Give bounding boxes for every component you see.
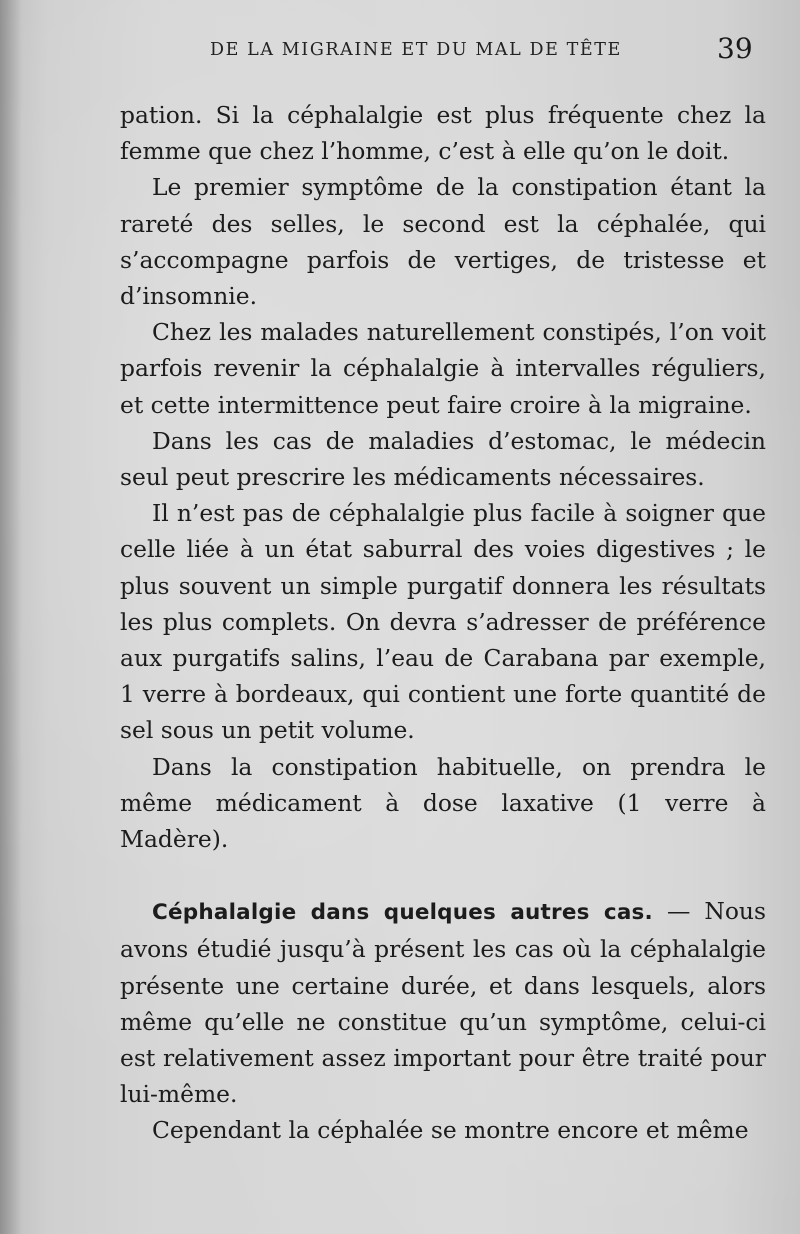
page-edge-shadow xyxy=(0,0,22,1234)
paragraph-continuation: pation. Si la céphalalgie est plus fréquente chez la femme que chez l’homme, c’est à elle qu’on le doit. xyxy=(120,101,766,166)
paragraph-constipated-patients: Chez les malades naturellement constipés, l’on voit parfois revenir la céphalalgie à intervalles réguliers, et cette intermittence peut faire croire à la migraine. xyxy=(120,318,766,419)
paragraph-other-cases xyxy=(120,893,766,1112)
paragraph-habitual-constipation: Dans la constipation habituelle, on prendra le même médicament à dose laxative (1 verre à Madère). xyxy=(120,752,766,854)
paragraph-final: Cependant la céphalée se montre encore et même xyxy=(152,1116,749,1145)
section-heading: Céphalalgie dans quelques autres cas. xyxy=(152,900,653,926)
paragraph-stomach-diseases: Dans les cas de maladies d’estomac, le médecin seul peut prescrire les médicaments nécessaires. xyxy=(120,426,766,492)
running-head: DE LA MIGRAINE ET DU MAL DE TÊTE xyxy=(210,40,622,60)
paragraph-constipation-symptoms: Le premier symptôme de la constipation étant la rareté des selles, le second est la céphalée, qui s’accompagne parfois de vertiges, de tristesse et d’insomnie. xyxy=(120,173,766,311)
page-body xyxy=(120,97,766,1149)
paragraph-purgative-treatment: Il n’est pas de céphalalgie plus facile à soigner que celle liée à un état saburral des voies digestives ; le plus souvent un simple purgatif donnera les résultats les plus complets. On devra s’adresser de préférence aux purgatifs salins, l’eau de Carabana par exemple, 1 verre à bordeaux, qui contient une forte quantité de sel sous un petit volume. xyxy=(120,499,766,745)
paragraph-other-cases-text: — Nous avons étudié jusqu’à présent les cas où la céphalalgie présente une certaine durée, et dans lesquels, alors même qu’elle ne constitue qu’un symptôme, celui-ci est relativement assez important pour être traité pour lui-même. xyxy=(120,897,766,1109)
page-number: 39 xyxy=(717,32,753,65)
page-header xyxy=(0,30,800,70)
